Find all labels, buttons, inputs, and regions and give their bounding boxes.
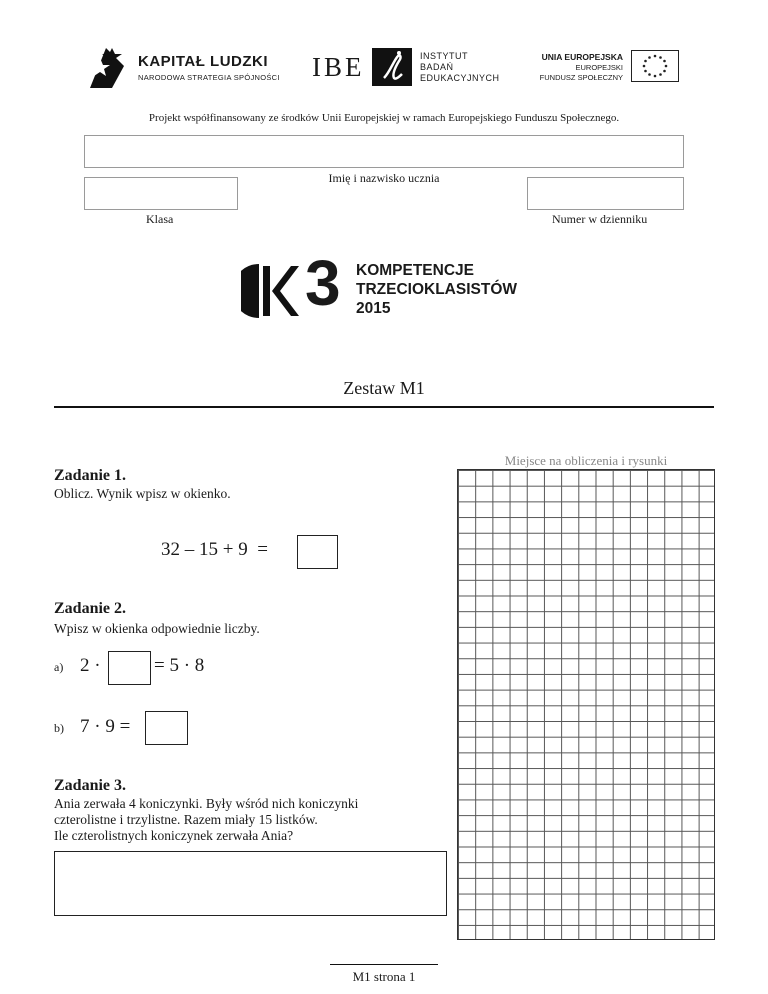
task1-instruction: Oblicz. Wynik wpisz w okienko.	[54, 486, 231, 501]
diary-number-label: Numer w dzienniku	[552, 212, 648, 226]
kapital-ludzki-logo	[86, 44, 286, 90]
k3-letter-k	[241, 260, 242, 261]
eu-flag-icon	[631, 50, 679, 82]
kapital-ludzki-emblem-icon	[86, 44, 130, 90]
task2b-answer-box[interactable]	[145, 711, 188, 745]
task3-title: Zadanie 3.	[54, 777, 127, 794]
task2a-right-expression: = 5 · 8	[154, 655, 205, 676]
k3-title-line2: TRZECIOKLASISTÓW	[356, 281, 518, 298]
ibe-name-line2: BADAŃ	[420, 62, 454, 72]
task2b-left-expression: 7 · 9 =	[80, 716, 131, 737]
class-field[interactable]	[84, 177, 238, 210]
task2a-left-expression: 2 ·	[80, 655, 101, 676]
eu-line3: FUNDUSZ SPOŁECZNY	[539, 73, 623, 82]
k3-title-line3: 2015	[356, 300, 391, 317]
task2-title: Zadanie 2.	[54, 600, 127, 617]
task1-equation: 32 – 15 + 9 =	[161, 539, 268, 560]
k3-logo	[241, 247, 541, 322]
scratch-grid[interactable]	[457, 469, 715, 940]
k3-digit-3: 3	[305, 247, 341, 319]
student-name-label: Imię i nazwisko ucznia	[328, 171, 440, 185]
title-rule	[54, 406, 714, 408]
task2-instruction: Wpisz w okienka odpowiednie liczby.	[54, 621, 260, 636]
ibe-emblem-icon	[372, 48, 412, 86]
eu-logo	[533, 50, 683, 84]
task1-answer-box[interactable]	[297, 535, 338, 569]
task2b-label: b)	[54, 721, 64, 735]
task3-text-line2: czterolistne i trzylistne. Razem miały 15 listków.	[54, 812, 318, 827]
kapital-ludzki-title: KAPITAŁ LUDZKI	[138, 53, 269, 70]
funding-note: Projekt współfinansowany ze środków Unii Europejskiej w ramach Europejskiego Funduszu Społecznego.	[148, 112, 620, 124]
k3-title-line1: KOMPETENCJE	[356, 262, 474, 279]
ibe-name-line3: EDUKACYJNYCH	[420, 73, 500, 83]
eu-line1: UNIA EUROPEJSKA	[541, 52, 623, 62]
footer-rule	[330, 964, 438, 965]
student-name-field[interactable]	[84, 135, 684, 168]
class-label: Klasa	[146, 212, 174, 226]
k3-emblem-icon	[241, 262, 301, 320]
task3-text-line3: Ile czterolistnych koniczynek zerwała Ania?	[54, 828, 294, 843]
ibe-logo	[312, 48, 512, 88]
task2a-label: a)	[54, 660, 64, 674]
ibe-name-line1: INSTYTUT	[420, 51, 468, 61]
task2a-answer-box[interactable]	[108, 651, 151, 685]
task3-text-line1: Ania zerwała 4 koniczynki. Były wśród nich koniczynki	[54, 796, 359, 811]
page-number: M1 strona 1	[352, 969, 416, 984]
eu-line2: EUROPEJSKI	[575, 63, 623, 72]
scratch-area-label: Miejsce na obliczenia i rysunki	[504, 453, 668, 468]
set-title: Zestaw M1	[343, 378, 425, 398]
task1-title: Zadanie 1.	[54, 467, 127, 484]
ibe-wordmark: IBE	[312, 52, 365, 82]
task3-answer-box[interactable]	[54, 851, 447, 916]
kapital-ludzki-subtitle: NARODOWA STRATEGIA SPÓJNOŚCI	[138, 73, 280, 82]
diary-number-field[interactable]	[527, 177, 684, 210]
